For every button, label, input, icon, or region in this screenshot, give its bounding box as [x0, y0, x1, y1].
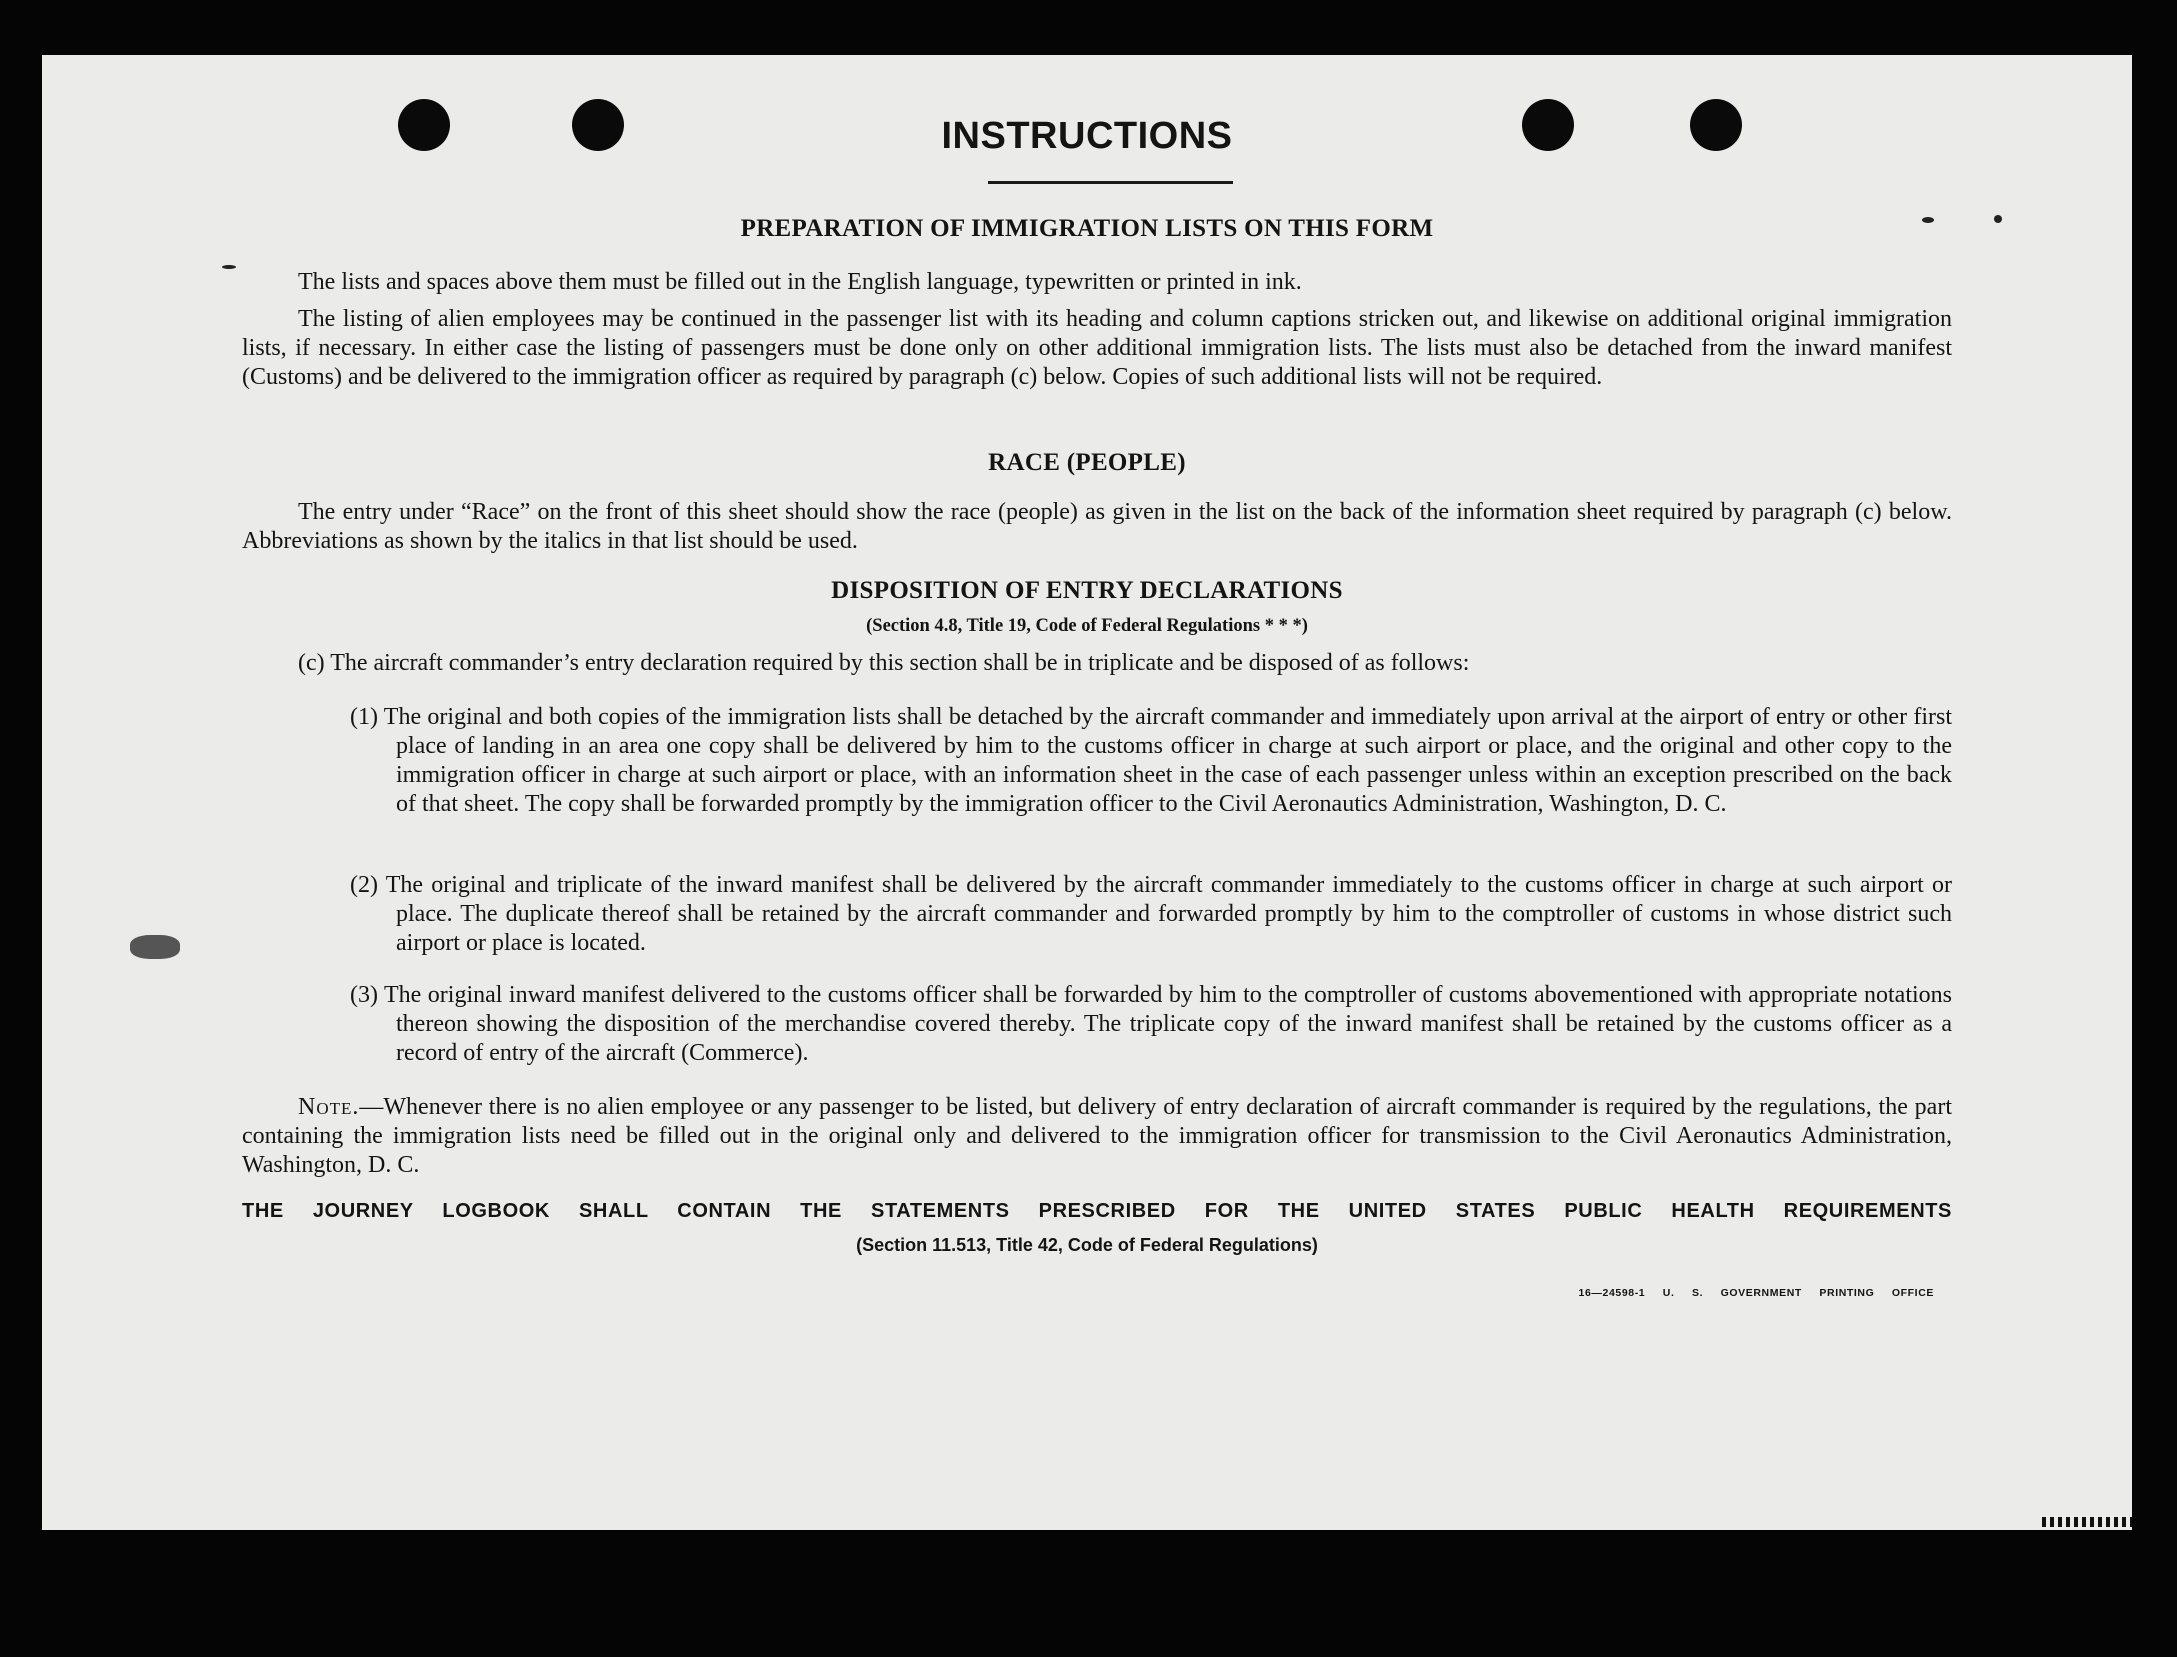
page-title: INSTRUCTIONS: [941, 115, 1233, 157]
note-text: —Whenever there is no alien employee or any passenger to be listed, but delivery of entry declaration of aircraft commander is required by the regulations, the part containing the immigration lists need be filled out in the original only and delivered to the immigration officer for transmission to the Civil Aeronautics Administration, Washington, D. C.: [242, 1094, 1952, 1178]
preparation-paragraph-2: The listing of alien employees may be continued in the passenger list with its heading and column captions stricken out, and likewise on additional original immigration lists, if necessary. In either case the listing of passengers must be done only on other additional immigration lists. The lists must also be detached from the inward manifest (Customs) and be delivered to the immigration officer as required by paragraph (c) below. Copies of such additional lists will not be required.: [242, 306, 1952, 390]
ink-speck: [130, 935, 180, 959]
health-statement: THE JOURNEY LOGBOOK SHALL CONTAIN THE STATEMENTS PRESCRIBED FOR THE UNITED STATES PUBLIC HEALTH REQUIREMENTS: [242, 1200, 1952, 1222]
preparation-paragraph-1: The lists and spaces above them must be filled out in the English language, typewritten or printed in ink.: [298, 269, 1302, 295]
disposition-item-2: (2) The original and triplicate of the inward manifest shall be delivered by the aircraft commander immediately to the customs officer in charge at such airport or place. The duplicate thereof shall be retained by the aircraft commander and forwarded promptly by him to the comptroller of customs in whose district such airport or place is located.: [350, 872, 1952, 956]
disposition-intro: (c) The aircraft commander’s entry declaration required by this section shall be in triplicate and be disposed of as follows:: [298, 650, 1470, 676]
title-underline: [988, 181, 1233, 184]
note-label: Note.: [298, 1094, 360, 1120]
note-paragraph: [242, 1093, 1952, 1180]
printer-name: U. S. GOVERNMENT PRINTING OFFICE: [1662, 1287, 1934, 1299]
form-number: 16—24598-1: [1578, 1287, 1646, 1299]
disposition-citation: (Section 4.8, Title 19, Code of Federal Regulations * * *): [866, 616, 1308, 636]
health-citation: (Section 11.513, Title 42, Code of Federal Regulations): [856, 1235, 1318, 1255]
disposition-item-3: (3) The original inward manifest delivered to the customs officer shall be forwarded by him to the comptroller of customs abovementioned with appropriate notations thereon showing the disposition of the merchandise covered thereby. The triplicate copy of the inward manifest shall be retained by the customs officer as a record of entry of the aircraft (Commerce).: [350, 982, 1952, 1066]
document-page: [42, 55, 2132, 1530]
race-paragraph: The entry under “Race” on the front of this sheet should show the race (people) as given in the list on the back of the information sheet required by paragraph (c) below. Abbreviations as shown by the italics in that list should be used.: [242, 499, 1952, 554]
disposition-item-1: (1) The original and both copies of the immigration lists shall be detached by the aircraft commander and immediately upon arrival at the airport of entry or other first place of landing in an area one copy shall be delivered by him to the customs officer in charge at such airport or place, and the original and other copy to the immigration officer in charge at such airport or place, with an information sheet in the case of each passenger unless within an exception prescribed on the back of that sheet. The copy shall be forwarded promptly by the immigration officer to the Civil Aeronautics Administration, Washington, D. C.: [350, 704, 1952, 817]
perforation-edge: [2042, 1517, 2132, 1527]
race-heading: RACE (PEOPLE): [988, 449, 1186, 476]
disposition-heading: DISPOSITION OF ENTRY DECLARATIONS: [831, 577, 1343, 604]
preparation-heading: PREPARATION OF IMMIGRATION LISTS ON THIS FORM: [740, 215, 1434, 242]
ink-speck: [222, 265, 236, 269]
footer-print-line: [1579, 1287, 1934, 1299]
